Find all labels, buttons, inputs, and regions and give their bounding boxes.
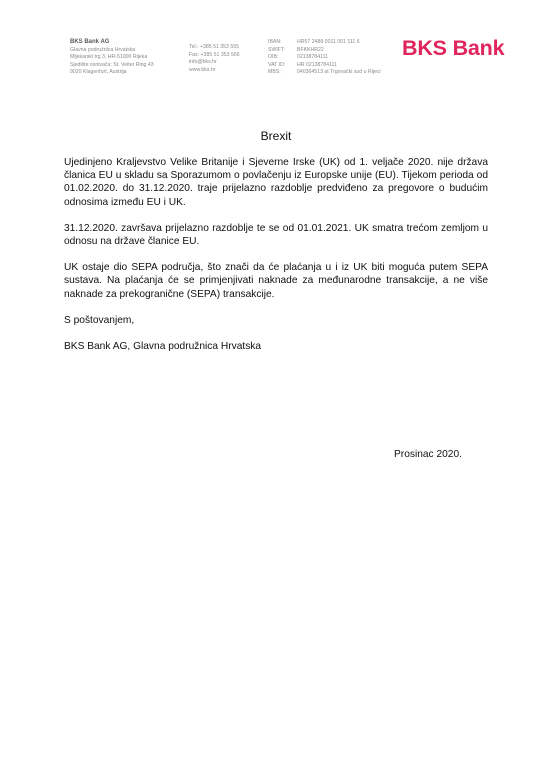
swift-value: BFKKHR22: [297, 46, 324, 53]
company-name: BKS Bank AG: [70, 39, 110, 45]
iban-value: HR57 2488 0011 001 111 6: [297, 39, 360, 45]
vat-value: HR 02138784111: [297, 61, 337, 68]
company-line: Glavna podružnica Hrvatska: [70, 46, 136, 53]
email-link[interactable]: info@bks.hr: [189, 59, 217, 66]
body-paragraph: 31.12.2020. završava prijelazno razdoblje te se od 01.01.2021. UK smatra trećom zemljom u odnosu na države članice EU.: [64, 222, 488, 248]
body-paragraph: UK ostaje dio SEPA područja, što znači da će plaćanja u i iz UK biti moguća putem SEPA sustava. Na plaćanja će se primjenjivati naknade za međunarodne transakcije, a ne više naknade za prekograničnе (SEPA) transakcije.: [64, 262, 488, 300]
identifier-values: [297, 39, 381, 77]
phone-number: Tel.: +385 51 353 555: [189, 44, 240, 50]
bks-bank-logo: BKS Bank: [402, 36, 505, 60]
bank-identifiers-block: [268, 39, 381, 77]
company-line: Mljekarski trg 3, HR-51000 Rijeka: [70, 54, 148, 61]
company-line: 9020 Klagenfurt, Austrija: [70, 69, 127, 76]
iban-label: IBAN:: [268, 39, 282, 45]
identifier-labels: [268, 39, 297, 77]
document-date: Prosinac 2020.: [394, 449, 462, 460]
oib-label: OIB:: [268, 54, 279, 61]
document-body: [64, 156, 488, 366]
oib-value: 02138784111: [297, 54, 328, 61]
website-link[interactable]: www.bks.hr: [189, 66, 216, 73]
company-line: Sjedište osnivača: St. Veiter Ring 43: [70, 61, 154, 68]
contact-block: [189, 44, 240, 74]
company-address-block: [70, 39, 154, 77]
fax-number: Fax: +385 51 353 566: [189, 51, 240, 58]
swift-label: SWIFT:: [268, 46, 285, 53]
mbs-label: MBS:: [268, 69, 281, 76]
body-paragraph: Ujedinjeno Kraljevstvo Velike Britanije i Sjeverne Irske (UK) od 1. veljače 2020. nije država članica EU u skladu sa Sporazumom o povlačenju iz Europske unije (EU). Tijekom perioda od 01.02.2020. do 31.12.2020. traje prijelazno razdoblje predviđeno za pregovore o budućim odnosima između EU i UK.: [64, 157, 488, 208]
document-title: Brexit: [260, 129, 292, 143]
closing-salutation: S poštovanjem,: [64, 314, 135, 326]
signature-line: BKS Bank AG, Glavna podružnica Hrvatska: [64, 341, 262, 353]
mbs-value: 040364513 at Trgovački sud u Rijeci: [297, 69, 381, 76]
vat-label: VAT ID:: [268, 61, 286, 68]
